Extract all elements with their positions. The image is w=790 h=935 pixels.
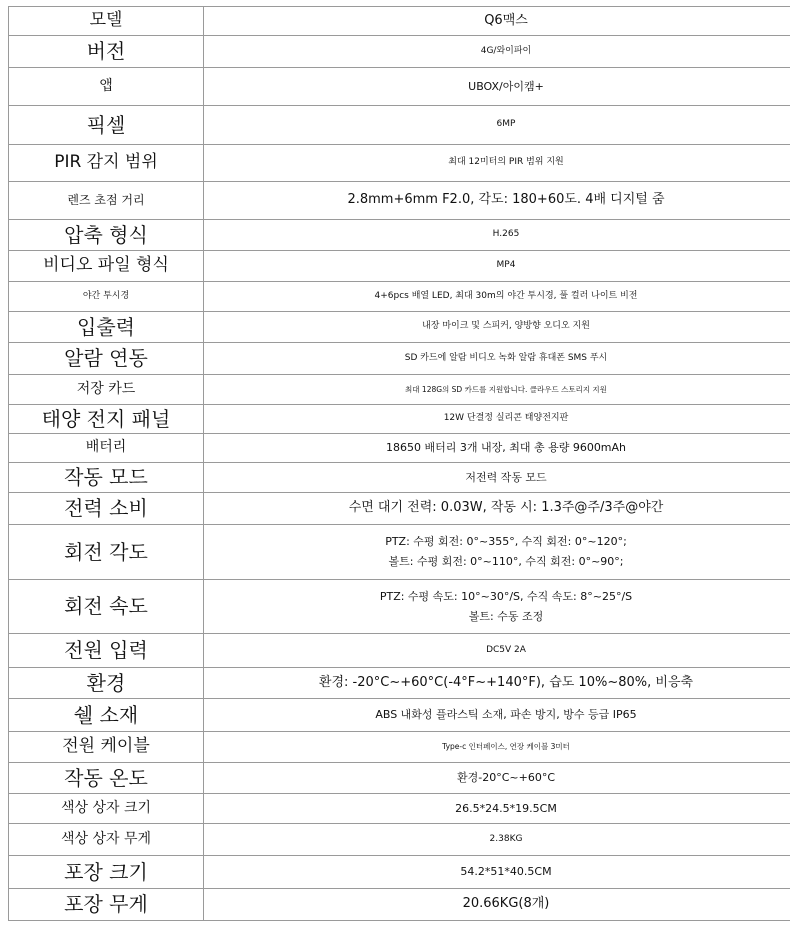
spec-label: 작동 모드	[9, 463, 204, 493]
table-row	[9, 312, 790, 343]
spec-value: 20.66KG(8개)	[204, 889, 790, 921]
table-row	[9, 856, 790, 889]
table-row	[9, 145, 790, 182]
spec-value	[204, 525, 790, 580]
spec-value: 4G/와이파이	[204, 36, 790, 68]
spec-label: 회전 속도	[9, 580, 204, 634]
table-row	[9, 343, 790, 375]
table-row	[9, 634, 790, 668]
spec-label: 저장 카드	[9, 375, 204, 405]
spec-table	[8, 6, 790, 921]
spec-label: 압축 형식	[9, 220, 204, 251]
spec-label: 렌즈 초점 거리	[9, 182, 204, 220]
spec-value: 12W 단결정 실리콘 태양전지판	[204, 405, 790, 434]
spec-label: 포장 크기	[9, 856, 204, 889]
spec-value: 26.5*24.5*19.5CM	[204, 794, 790, 824]
spec-label: 야간 투시경	[9, 282, 204, 312]
spec-value: 저전력 작동 모드	[204, 463, 790, 493]
spec-value: 최대 128G의 SD 카드를 지원합니다. 클라우드 스토리지 지원	[204, 375, 790, 405]
spec-value: ABS 내화성 플라스틱 소재, 파손 방지, 방수 등급 IP65	[204, 699, 790, 732]
table-row	[9, 668, 790, 699]
table-row	[9, 732, 790, 763]
spec-value: 2.8mm+6mm F2.0, 각도: 180+60도. 4배 디지털 줌	[204, 182, 790, 220]
spec-value: SD 카드에 알람 비디오 녹화 알람 휴대폰 SMS 푸시	[204, 343, 790, 375]
table-row	[9, 282, 790, 312]
spec-label: 픽셀	[9, 106, 204, 145]
spec-label: 앱	[9, 68, 204, 106]
spec-value: 환경: -20°C~+60°C(-4°F~+140°F), 습도 10%~80%, 비응축	[204, 668, 790, 699]
spec-value: 최대 12미터의 PIR 범위 지원	[204, 145, 790, 182]
spec-value: 4+6pcs 배열 LED, 최대 30m의 야간 투시경, 풀 컬러 나이트 비전	[204, 282, 790, 312]
spec-value-line: PTZ: 수평 회전: 0°~355°, 수직 회전: 0°~120°;	[385, 535, 627, 549]
spec-label: 입출력	[9, 312, 204, 343]
spec-label: 포장 무게	[9, 889, 204, 921]
table-row	[9, 763, 790, 794]
spec-label: 작동 온도	[9, 763, 204, 794]
spec-value: 18650 배터리 3개 내장, 최대 총 용량 9600mAh	[204, 434, 790, 463]
table-row	[9, 375, 790, 405]
spec-value	[204, 580, 790, 634]
spec-label: 배터리	[9, 434, 204, 463]
spec-label: 전력 소비	[9, 493, 204, 525]
spec-value: Q6맥스	[204, 7, 790, 36]
table-row	[9, 824, 790, 856]
spec-label: PIR 감지 범위	[9, 145, 204, 182]
table-row	[9, 434, 790, 463]
table-row	[9, 889, 790, 921]
spec-value-line: 볼트: 수평 회전: 0°~110°, 수직 회전: 0°~90°;	[388, 555, 624, 568]
table-row	[9, 182, 790, 220]
spec-value: 환경-20°C~+60°C	[204, 763, 790, 794]
spec-value: MP4	[204, 251, 790, 282]
spec-label: 환경	[9, 668, 204, 699]
table-row	[9, 220, 790, 251]
table-row	[9, 405, 790, 434]
spec-label: 비디오 파일 형식	[9, 251, 204, 282]
table-row	[9, 36, 790, 68]
table-row	[9, 493, 790, 525]
spec-value: DC5V 2A	[204, 634, 790, 668]
spec-value-line: 볼트: 수동 조정	[468, 609, 544, 623]
spec-label: 색상 상자 무게	[9, 824, 204, 856]
spec-value: 내장 마이크 및 스피커, 양방향 오디오 지원	[204, 312, 790, 343]
table-row	[9, 251, 790, 282]
spec-value: 2.38KG	[204, 824, 790, 856]
spec-value: 수면 대기 전력: 0.03W, 작동 시: 1.3주@주/3주@야간	[204, 493, 790, 525]
table-row	[9, 68, 790, 106]
spec-label: 색상 상자 크기	[9, 794, 204, 824]
table-row	[9, 463, 790, 493]
spec-value: 6MP	[204, 106, 790, 145]
spec-value: Type-c 인터페이스, 연장 케이블 3미터	[204, 732, 790, 763]
spec-value-line: PTZ: 수평 속도: 10°~30°/S, 수직 속도: 8°~25°/S	[379, 589, 633, 603]
table-row	[9, 106, 790, 145]
spec-label: 쉘 소재	[9, 699, 204, 732]
table-row	[9, 525, 790, 580]
table-row	[9, 580, 790, 634]
table-row	[9, 7, 790, 36]
spec-label: 알람 연동	[9, 343, 204, 375]
spec-label: 전원 입력	[9, 634, 204, 668]
spec-label: 전원 케이블	[9, 732, 204, 763]
spec-label: 버전	[9, 36, 204, 68]
spec-value: 54.2*51*40.5CM	[204, 856, 790, 889]
spec-value: H.265	[204, 220, 790, 251]
spec-value: UBOX/아이캠+	[204, 68, 790, 106]
table-row	[9, 794, 790, 824]
spec-label: 태양 전지 패널	[9, 405, 204, 434]
spec-label: 회전 각도	[9, 525, 204, 580]
spec-label: 모델	[9, 7, 204, 36]
table-row	[9, 699, 790, 732]
